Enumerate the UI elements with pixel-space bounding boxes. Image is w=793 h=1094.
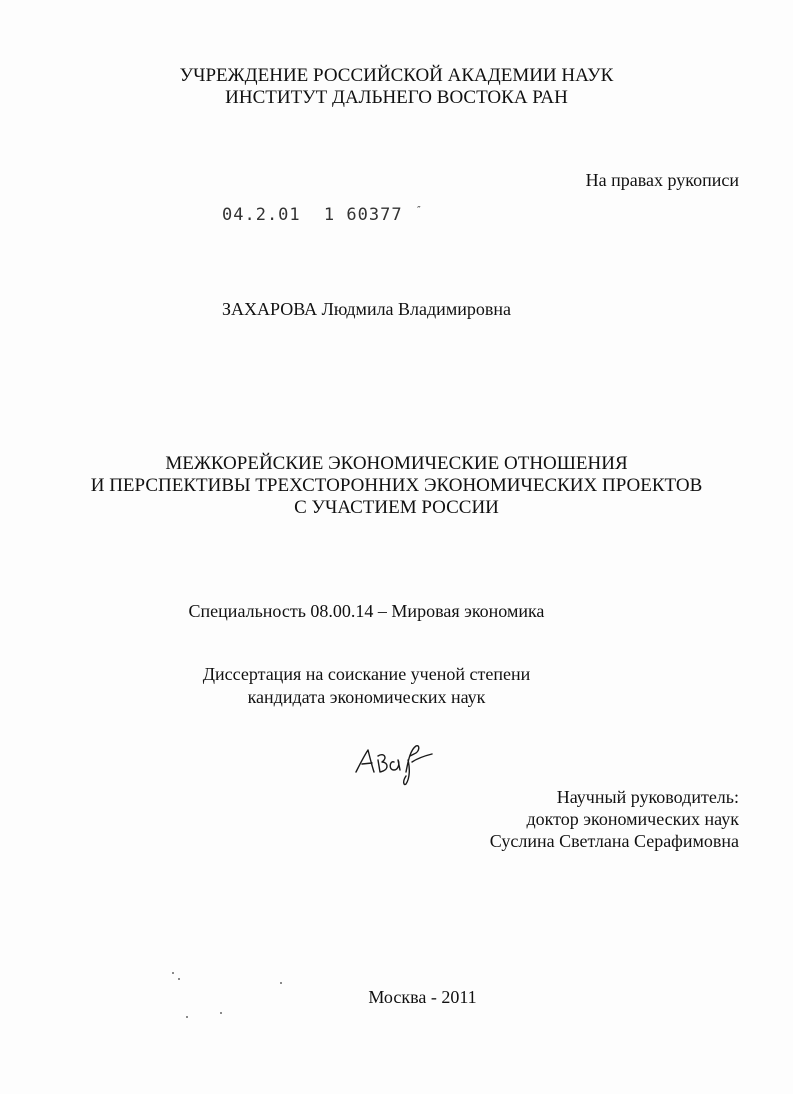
scan-speck bbox=[186, 1016, 188, 1018]
degree-line-2: кандидата экономических наук bbox=[247, 687, 486, 707]
manuscript-note: На правах рукописи bbox=[585, 170, 739, 190]
author-name bbox=[0, 300, 763, 318]
scan-speck bbox=[280, 982, 282, 984]
institution-line-1: УЧРЕЖДЕНИЕ РОССИЙСКОЙ АКАДЕМИИ НАУК bbox=[179, 65, 614, 86]
registry-stamp bbox=[222, 205, 423, 225]
supervisor-degree: доктор экономических наук bbox=[526, 809, 739, 829]
stamp-mark-icon: ″ bbox=[415, 205, 423, 216]
registry-stamp-part-2: 1 60377 bbox=[323, 205, 403, 225]
author-given-names: Людмила Владимировна bbox=[321, 299, 511, 319]
scan-speck bbox=[178, 978, 180, 980]
title-line-2: И ПЕРСПЕКТИВЫ ТРЕХСТОРОННИХ ЭКОНОМИЧЕСКИХ ПРОЕКТОВ bbox=[90, 475, 703, 496]
institution-line-2: ИНСТИТУТ ДАЛЬНЕГО ВОСТОКА РАН bbox=[225, 87, 568, 108]
degree-line-1: Диссертация на соискание ученой степени bbox=[202, 664, 531, 684]
signature-icon bbox=[350, 738, 440, 788]
title-line-1: МЕЖКОРЕЙСКИЕ ЭКОНОМИЧЕСКИЕ ОТНОШЕНИЯ bbox=[165, 453, 628, 474]
scan-speck bbox=[172, 972, 174, 974]
supervisor-label: Научный руководитель: bbox=[556, 787, 739, 807]
scan-speck bbox=[220, 1012, 222, 1014]
supervisor-name: Суслина Светлана Серафимовна bbox=[489, 831, 739, 851]
title-line-3: С УЧАСТИЕМ РОССИИ bbox=[294, 497, 499, 518]
registry-stamp-part-1: 04.2.01 bbox=[222, 205, 301, 225]
specialty: Специальность 08.00.14 – Мировая экономика bbox=[188, 601, 545, 621]
city-year: Москва - 2011 bbox=[368, 987, 477, 1007]
author-surname: ЗАХАРОВА bbox=[222, 299, 318, 319]
